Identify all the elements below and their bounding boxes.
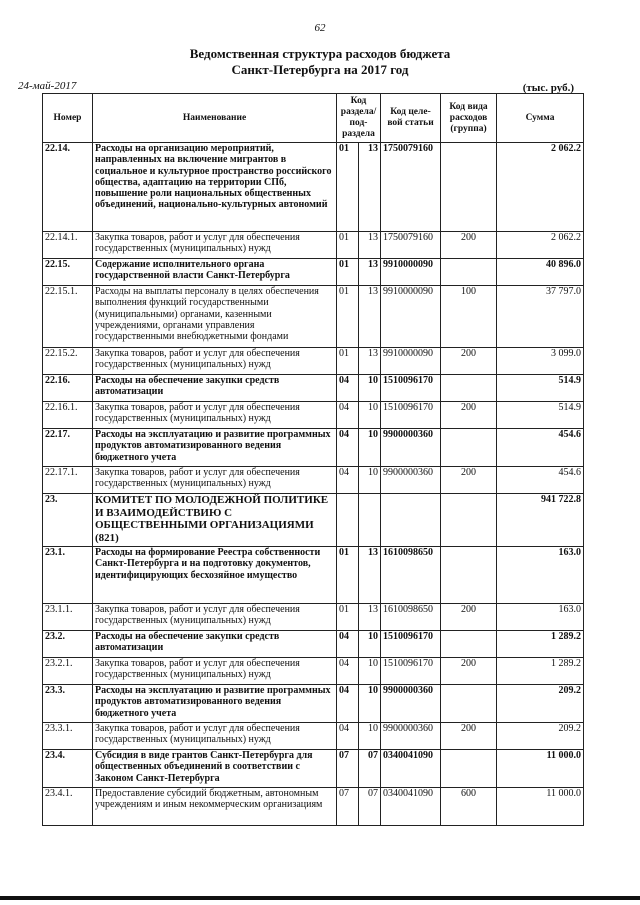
table-row [43,402,584,429]
cell-subsection [359,494,381,547]
cell-section: 04 [337,375,359,402]
cell-number: 22.16.1. [43,402,93,429]
cell-article [381,494,441,547]
cell-name: КОМИТЕТ ПО МОЛОДЕЖНОЙ ПОЛИТИКЕ И ВЗАИМОДЕЙСТВИЮ С ОБЩЕСТВЕННЫМИ ОРГАНИЗАЦИЯМИ (821) [93,494,337,547]
header-sum: Сумма [497,94,584,143]
cell-subsection: 13 [359,604,381,631]
cell-sum: 11 000.0 [497,750,584,788]
cell-sum: 40 896.0 [497,259,584,286]
cell-group [441,375,497,402]
cell-subsection: 10 [359,402,381,429]
cell-group: 100 [441,286,497,348]
table-row [43,547,584,604]
cell-number: 22.15. [43,259,93,286]
cell-section: 01 [337,232,359,259]
table-header-row [43,94,584,143]
header-section: Код раздела/ под- раздела [337,94,381,143]
cell-sum: 2 062.2 [497,232,584,259]
cell-number: 23.4. [43,750,93,788]
cell-section: 01 [337,143,359,232]
cell-name: Расходы на организацию мероприятий, направленных на включение мигрантов в социальное и культурное пространство российского общества, адаптацию на территории СПб, повышение роли национальных общественных объединений, национально-культурных автономий [93,143,337,232]
cell-number: 22.14. [43,143,93,232]
cell-name: Закупка товаров, работ и услуг для обеспечения государственных (муниципальных) нужд [93,348,337,375]
cell-article: 9900000360 [381,429,441,467]
cell-subsection: 10 [359,658,381,685]
cell-article: 1510096170 [381,658,441,685]
table-row [43,685,584,723]
cell-name: Закупка товаров, работ и услуг для обеспечения государственных (муниципальных) нужд [93,658,337,685]
document-title [0,46,640,78]
cell-article: 1510096170 [381,375,441,402]
cell-article: 9910000090 [381,348,441,375]
cell-subsection: 13 [359,286,381,348]
cell-group [441,685,497,723]
cell-section: 01 [337,604,359,631]
cell-article: 1750079160 [381,232,441,259]
cell-subsection: 13 [359,348,381,375]
cell-name: Субсидия в виде грантов Санкт-Петербурга для общественных объединений в соответствии с Законом Санкт-Петербурга [93,750,337,788]
cell-subsection: 13 [359,547,381,604]
cell-group: 200 [441,658,497,685]
cell-section [337,494,359,547]
cell-article: 1510096170 [381,402,441,429]
cell-name: Содержание исполнительного органа государственной власти Санкт-Петербурга [93,259,337,286]
table-row [43,631,584,658]
cell-sum: 11 000.0 [497,788,584,826]
table-body [43,143,584,826]
table-row [43,348,584,375]
cell-section: 07 [337,750,359,788]
cell-number: 23.3.1. [43,723,93,750]
cell-group: 200 [441,604,497,631]
title-line-1: Ведомственная структура расходов бюджета [189,46,451,61]
header-number: Номер [43,94,93,143]
cell-group [441,631,497,658]
cell-sum: 514.9 [497,402,584,429]
cell-name: Закупка товаров, работ и услуг для обеспечения государственных (муниципальных) нужд [93,402,337,429]
cell-sum: 1 289.2 [497,631,584,658]
table-row [43,232,584,259]
cell-group: 200 [441,723,497,750]
cell-sum: 454.6 [497,429,584,467]
document-date: 24-май-2017 [18,80,77,92]
cell-name: Закупка товаров, работ и услуг для обеспечения государственных (муниципальных) нужд [93,604,337,631]
cell-group: 200 [441,402,497,429]
cell-number: 23.2.1. [43,658,93,685]
cell-subsection: 10 [359,467,381,494]
cell-number: 23. [43,494,93,547]
cell-name: Закупка товаров, работ и услуг для обеспечения государственных (муниципальных) нужд [93,723,337,750]
cell-name: Расходы на эксплуатацию и развитие программных продуктов автоматизированного ведения бюджетного учета [93,685,337,723]
cell-name: Расходы на обеспечение закупки средств автоматизации [93,631,337,658]
cell-group: 200 [441,467,497,494]
cell-number: 22.14.1. [43,232,93,259]
cell-section: 01 [337,348,359,375]
cell-name: Расходы на эксплуатацию и развитие программных продуктов автоматизированного ведения бюджетного учета [93,429,337,467]
scan-edge [0,896,640,900]
cell-group: 200 [441,348,497,375]
header-group: Код вида расходов (группа) [441,94,497,143]
cell-article: 0340041090 [381,788,441,826]
cell-subsection: 10 [359,375,381,402]
cell-subsection: 10 [359,631,381,658]
table-row [43,259,584,286]
header-name: Наименование [93,94,337,143]
cell-article: 9900000360 [381,685,441,723]
cell-group [441,429,497,467]
cell-group [441,547,497,604]
cell-article: 0340041090 [381,750,441,788]
cell-sum: 941 722.8 [497,494,584,547]
cell-group [441,494,497,547]
cell-article: 9910000090 [381,259,441,286]
cell-sum: 209.2 [497,685,584,723]
cell-article: 1610098650 [381,604,441,631]
table-row [43,375,584,402]
cell-number: 23.3. [43,685,93,723]
cell-name: Расходы на формирование Реестра собственности Санкт-Петербурга и на подготовку документов, идентифицирующих бесхозяйное имущество [93,547,337,604]
cell-subsection: 13 [359,259,381,286]
cell-section: 04 [337,402,359,429]
cell-article: 9900000360 [381,467,441,494]
cell-name: Закупка товаров, работ и услуг для обеспечения государственных (муниципальных) нужд [93,232,337,259]
cell-subsection: 07 [359,750,381,788]
cell-section: 01 [337,286,359,348]
cell-name: Расходы на выплаты персоналу в целях обеспечения выполнения функций государственными (муниципальными) органами, казенными учреждениями, органами управления государственными внебюджетными фондами [93,286,337,348]
cell-section: 07 [337,788,359,826]
cell-sum: 163.0 [497,604,584,631]
cell-sum: 1 289.2 [497,658,584,685]
cell-sum: 454.6 [497,467,584,494]
table-row [43,494,584,547]
cell-number: 23.1. [43,547,93,604]
table-row [43,658,584,685]
cell-number: 22.17.1. [43,467,93,494]
cell-section: 04 [337,685,359,723]
cell-number: 23.1.1. [43,604,93,631]
table-row [43,788,584,826]
cell-section: 04 [337,429,359,467]
cell-number: 23.2. [43,631,93,658]
cell-section: 01 [337,259,359,286]
cell-number: 22.16. [43,375,93,402]
page-number: 62 [314,22,326,34]
cell-number: 23.4.1. [43,788,93,826]
cell-sum: 3 099.0 [497,348,584,375]
cell-subsection: 10 [359,723,381,750]
cell-name: Расходы на обеспечение закупки средств автоматизации [93,375,337,402]
table-row [43,286,584,348]
cell-section: 04 [337,723,359,750]
header-article: Код целе- вой статьи [381,94,441,143]
cell-number: 22.17. [43,429,93,467]
cell-subsection: 13 [359,232,381,259]
cell-section: 04 [337,467,359,494]
cell-article: 9900000360 [381,723,441,750]
cell-section: 04 [337,631,359,658]
cell-group [441,750,497,788]
cell-group [441,259,497,286]
cell-article: 1510096170 [381,631,441,658]
cell-section: 01 [337,547,359,604]
cell-subsection: 10 [359,685,381,723]
cell-section: 04 [337,658,359,685]
cell-sum: 209.2 [497,723,584,750]
cell-sum: 163.0 [497,547,584,604]
table-row [43,604,584,631]
budget-table [42,93,584,826]
cell-group: 600 [441,788,497,826]
title-line-2: Санкт-Петербурга на 2017 год [231,62,409,77]
cell-group: 200 [441,232,497,259]
cell-name: Закупка товаров, работ и услуг для обеспечения государственных (муниципальных) нужд [93,467,337,494]
cell-sum: 37 797.0 [497,286,584,348]
cell-number: 22.15.1. [43,286,93,348]
cell-group [441,143,497,232]
cell-sum: 514.9 [497,375,584,402]
cell-article: 1610098650 [381,547,441,604]
cell-subsection: 07 [359,788,381,826]
table-row [43,429,584,467]
cell-article: 1750079160 [381,143,441,232]
cell-subsection: 13 [359,143,381,232]
cell-subsection: 10 [359,429,381,467]
table-row [43,467,584,494]
cell-number: 22.15.2. [43,348,93,375]
cell-name: Предоставление субсидий бюджетным, автономным учреждениям и иным некоммерческим организациям [93,788,337,826]
cell-article: 9910000090 [381,286,441,348]
table-row [43,750,584,788]
table-row [43,723,584,750]
cell-sum: 2 062.2 [497,143,584,232]
units-label: (тыс. руб.) [522,82,574,94]
table-row [43,143,584,232]
